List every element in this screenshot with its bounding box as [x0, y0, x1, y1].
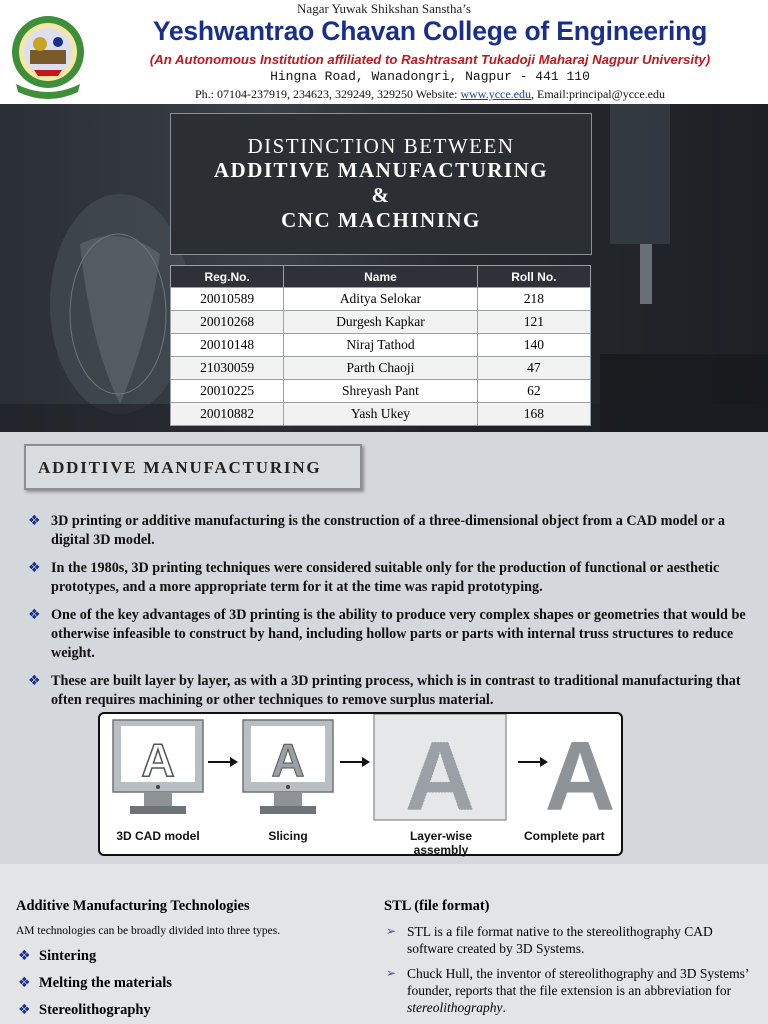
- reg-no-cell: 20010268: [171, 311, 284, 334]
- section-heading-additive: ADDITIVE MANUFACTURING: [24, 444, 362, 490]
- list-item: [386, 965, 762, 1016]
- diamond-bullet-icon: ❖: [18, 975, 31, 991]
- bullet-text: One of the key advantages of 3D printing is the ability to produce very complex shapes or geometries that would be otherwise infeasible to construct by hand, including hollow parts or parts with internal truss structures to reduce weight.: [51, 607, 746, 661]
- list-item: [28, 672, 758, 710]
- step-label-cad: 3D CAD model: [116, 829, 200, 843]
- roll-no-cell: 62: [477, 380, 590, 403]
- column-header-reg-no: Reg.No.: [171, 266, 284, 288]
- title-banner: [0, 104, 768, 432]
- name-cell: Parth Chaoji: [284, 357, 477, 380]
- step-label-slicing: Slicing: [268, 829, 308, 843]
- bullet-text: 3D printing or additive manufacturing is the construction of a three-dimensional object from a CAD model or a digital 3D model.: [51, 513, 726, 548]
- cad-glyph: A: [141, 734, 175, 786]
- title-line-1: DISTINCTION BETWEEN: [247, 134, 515, 158]
- list-item: [28, 512, 758, 550]
- contact-line: [100, 87, 760, 102]
- layer-glyph: A: [404, 721, 476, 831]
- email-text: , Email:principal@ycce.edu: [531, 87, 665, 101]
- stl-list: [386, 923, 762, 1024]
- list-item: [386, 923, 762, 957]
- diamond-bullet-icon: ❖: [28, 513, 41, 529]
- reg-no-cell: 21030059: [171, 357, 284, 380]
- diamond-bullet-icon: ❖: [28, 560, 41, 576]
- diamond-bullet-icon: ❖: [18, 1002, 31, 1018]
- table-row: [171, 334, 591, 357]
- reg-no-cell: 20010148: [171, 334, 284, 357]
- table-row: [171, 288, 591, 311]
- bottom-section: [0, 864, 768, 1024]
- am-technologies-intro: AM technologies can be broadly divided into three types.: [16, 925, 281, 937]
- stl-heading: STL (file format): [384, 898, 490, 914]
- student-roster-table: [170, 265, 591, 426]
- reg-no-cell: 20010882: [171, 403, 284, 426]
- name-cell: Shreyash Pant: [284, 380, 477, 403]
- arrow-bullet-icon: ➢: [386, 924, 397, 938]
- title-line-3: &: [371, 183, 391, 207]
- roll-no-cell: 121: [477, 311, 590, 334]
- am-technologies-heading: Additive Manufacturing Technologies: [16, 898, 250, 914]
- affiliation-text: (An Autonomous Institution affiliated to Rashtrasant Tukadoji Maharaj Nagpur University): [149, 52, 711, 67]
- title-line-2: ADDITIVE MANUFACTURING: [213, 158, 549, 182]
- roll-no-cell: 47: [477, 357, 590, 380]
- address-text: Hingna Road, Wanadongri, Nagpur - 441 110: [270, 69, 590, 84]
- stl-emphasis: stereolithography: [407, 1000, 503, 1015]
- additive-bullet-list: [28, 512, 758, 719]
- sanstha-name: Nagar Yuwak Shikshan Sanstha’s: [297, 1, 471, 16]
- diamond-bullet-icon: ❖: [28, 673, 41, 689]
- title-line-4: CNC MACHINING: [281, 208, 481, 232]
- list-item: [18, 1001, 172, 1019]
- roll-no-cell: 168: [477, 403, 590, 426]
- diamond-bullet-icon: ❖: [18, 948, 31, 964]
- layer-assembly-icon: [374, 714, 506, 831]
- technology-label: Stereolithography: [39, 1002, 151, 1018]
- bullet-text: These are built layer by layer, as with a 3D printing process, which is in contrast to traditional manufacturing that often requires machining or other techniques to remove surplus material.: [51, 673, 741, 708]
- list-item: [28, 606, 758, 663]
- stl-text: STL is a file format native to the stereolithography CAD software created by 3D Systems.: [407, 924, 713, 956]
- name-cell: Yash Ukey: [284, 403, 477, 426]
- technology-label: Melting the materials: [39, 975, 172, 991]
- column-header-roll-no: Roll No.: [477, 266, 590, 288]
- arrow-bullet-icon: ➢: [386, 966, 397, 980]
- column-header-name: Name: [284, 266, 477, 288]
- college-name: Yeshwantrao Chavan College of Engineering: [152, 16, 708, 46]
- table-row: [171, 357, 591, 380]
- reg-no-cell: 20010589: [171, 288, 284, 311]
- step-label-complete: Complete part: [524, 829, 605, 843]
- stl-tail: .: [502, 1000, 506, 1015]
- reg-no-cell: 20010225: [171, 380, 284, 403]
- am-process-diagram: [98, 712, 623, 856]
- college-header: [0, 0, 768, 104]
- slicing-monitor-icon: [243, 720, 333, 814]
- complete-part-glyph: A: [544, 721, 616, 831]
- am-technologies-list: [18, 947, 172, 1024]
- list-item: [18, 947, 172, 965]
- slicing-glyph: A: [271, 734, 305, 786]
- table-row: [171, 380, 591, 403]
- table-row: [171, 311, 591, 334]
- title-box: [170, 113, 592, 255]
- website-link[interactable]: www.ycce.edu: [460, 87, 531, 101]
- name-cell: Aditya Selokar: [284, 288, 477, 311]
- college-emblem-icon: [8, 10, 88, 100]
- name-cell: Niraj Tathod: [284, 334, 477, 357]
- cad-monitor-icon: [113, 720, 203, 814]
- roll-no-cell: 140: [477, 334, 590, 357]
- roll-no-cell: 218: [477, 288, 590, 311]
- stl-text: Chuck Hull, the inventor of stereolithography and 3D Systems’ founder, reports that the file extension is an abbreviation for: [407, 966, 749, 998]
- technology-label: Sintering: [39, 948, 97, 964]
- list-item: [28, 559, 758, 597]
- step-label-layer: Layer-wise assembly: [409, 829, 473, 857]
- table-row: [171, 403, 591, 426]
- diamond-bullet-icon: ❖: [28, 607, 41, 623]
- list-item: [18, 974, 172, 992]
- name-cell: Durgesh Kapkar: [284, 311, 477, 334]
- table-header-row: [171, 266, 591, 288]
- bullet-text: In the 1980s, 3D printing techniques were considered suitable only for the production of functional or aesthetic prototypes, and a more appropriate term for it at the time was rapid prototyping.: [51, 560, 720, 595]
- phone-text: Ph.: 07104-237919, 234623, 329249, 329250 Website:: [194, 87, 461, 101]
